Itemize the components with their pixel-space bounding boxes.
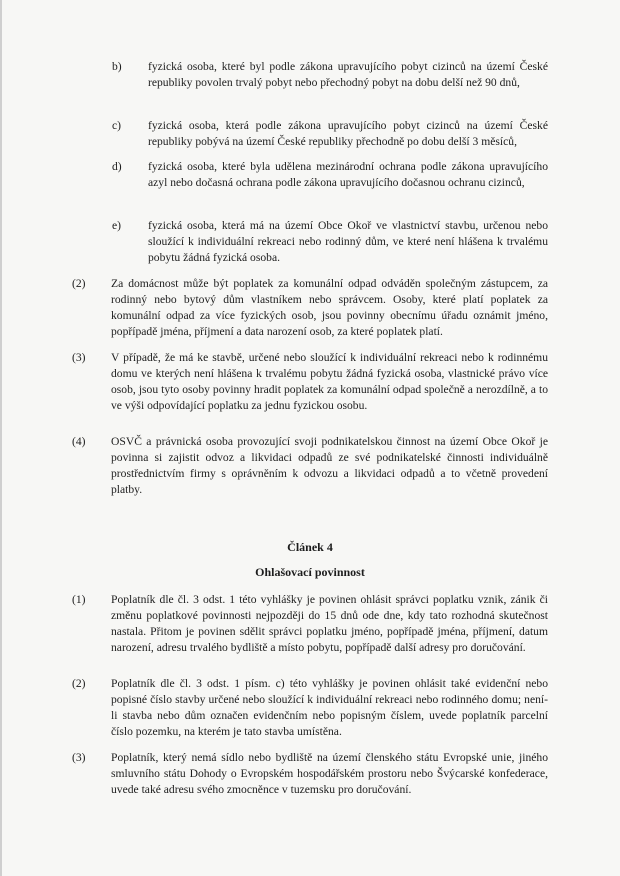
item-label: b): [112, 60, 122, 73]
paragraph-text: Poplatník, který nemá sídlo nebo bydliště na území členského státu Evropské unie, jiného smluvního státu Dohody o Evropském hospodářském prostoru nebo Švýcarské konfederace, uvede také adresu svého zmocněnce v tuzemsku pro doručování.: [111, 751, 548, 796]
paragraph-number: (3): [72, 751, 86, 764]
item-label: d): [112, 160, 122, 173]
paragraph-text: Poplatník dle čl. 3 odst. 1 písm. c) této vyhlášky je povinen ohlásit také evidenční nebo popisné číslo stavby určené nebo sloužící k individuální rekreaci nebo rodinného domu; není-li stavba nebo dům označen evidenčním nebo popisným číslem, uvede poplatník parcelní číslo pozemku, na kterém je tato stavba umístěna.: [111, 677, 548, 738]
item-text: fyzická osoba, která podle zákona upravujícího pobyt cizinců na území České republiky pobývá na území České republiky přechodně po dobu delší 3 měsíců,: [148, 119, 548, 148]
item-label: e): [112, 219, 122, 232]
paragraph-number: (1): [72, 593, 86, 606]
paragraph-text: Za domácnost může být poplatek za komunální odpad odváděn společným zástupcem, za rodinný nebo bytový dům vlastníkem nebo správcem. Osoby, které platí poplatek za komunální odpad za více fyzických osob, jsou povinny obecnímu úřadu oznámit jméno, popřípadě jména, příjmení a data narození osob, za které poplatek platí.: [111, 277, 548, 338]
paragraph-text: V případě, že má ke stavbě, určené nebo sloužící k individuální rekreaci nebo k rodinnému domu ve kterých není hlášena k trvalému pobytu žádná fyzická osoba, vlastnické právo více osob, jsou tyto osoby povinny hradit poplatek za komunální odpad společně a nerozdílně, a to ve výši odpovídající poplatku za jednu fyzickou osobu.: [111, 351, 548, 412]
paragraph-number: (3): [72, 351, 86, 364]
scan-edge: [0, 0, 2, 876]
paragraph-number: (2): [72, 677, 86, 690]
article-title: Článek 4: [287, 540, 333, 554]
item-label: c): [112, 119, 122, 132]
item-text: fyzická osoba, které byl podle zákona upravujícího pobyt cizinců na území České republiky povolen trvalý pobyt nebo přechodný pobyt na dobu delší než 90 dnů,: [148, 60, 548, 89]
item-text: fyzická osoba, které byla udělena mezinárodní ochrana podle zákona upravujícího azyl nebo dočasná ochrana podle zákona upravujícího dočasnou ochranu cizinců,: [148, 160, 548, 189]
paragraph-number: (4): [72, 435, 86, 448]
paragraph-text: OSVČ a právnická osoba provozující svoji podnikatelskou činnost na území Obce Okoř je povinna si zajistit odvoz a likvidaci odpadů ze své podnikatelské činnosti individuálně prostřednictvím firmy s oprávněním k odvozu a likvidaci odpadů a to včetně provedení platby.: [111, 435, 548, 496]
paragraph-number: (2): [72, 277, 86, 290]
paragraph-text: Poplatník dle čl. 3 odst. 1 této vyhlášky je povinen ohlásit správci poplatku vznik, zánik či změnu poplatkové povinnosti nejpozději do 15 dnů ode dne, kdy tato rozhodná skutečnost nastala. Přitom je povinen sdělit správci poplatku jméno, popřípadě jména, příjmení, datum narození, adresu trvalého bydliště a místo pobytu, popřípadě další adresy pro doručování.: [111, 593, 548, 654]
item-text: fyzická osoba, která má na území Obce Okoř ve vlastnictví stavbu, určenou nebo sloužící k individuální rekreaci nebo rodinný dům, ve které není hlášena k trvalému pobytu žádná fyzická osoba.: [148, 219, 548, 264]
article-subtitle: Ohlašovací povinnost: [255, 565, 365, 579]
